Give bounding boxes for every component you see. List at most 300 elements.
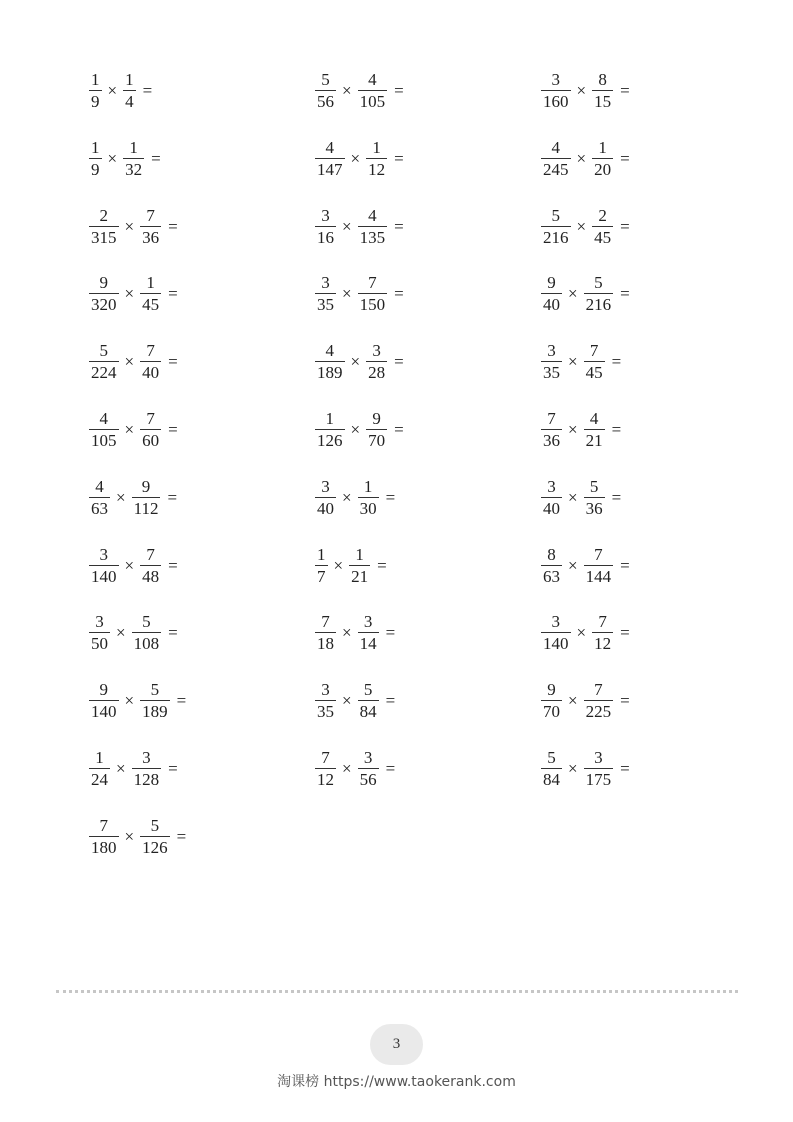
equals-sign: = [168, 352, 178, 372]
fraction [314, 613, 337, 652]
numerator: 1 [125, 70, 134, 89]
denominator: 63 [91, 498, 108, 518]
equals-sign: = [168, 759, 178, 778]
problem-item [88, 749, 178, 788]
times-sign: × [107, 81, 118, 100]
page-number-badge [370, 1024, 423, 1065]
problem-item [540, 139, 630, 178]
equals-sign: = [611, 352, 622, 372]
numerator: 5 [551, 205, 560, 225]
denominator: 189 [317, 363, 343, 383]
times-sign: × [576, 148, 587, 168]
equals-sign: = [611, 420, 622, 439]
problem-item [314, 613, 395, 652]
fraction [139, 410, 162, 449]
fraction [540, 71, 572, 110]
times-sign: × [124, 826, 135, 846]
fraction [131, 613, 163, 652]
fraction [122, 139, 145, 178]
numerator: 3 [321, 205, 330, 225]
numerator: 7 [146, 544, 155, 564]
equals-sign: = [377, 555, 387, 575]
problem-item [88, 139, 161, 178]
problem-item [314, 681, 395, 720]
equals-sign: = [176, 826, 187, 846]
equals-sign: = [620, 216, 630, 236]
fraction [314, 681, 337, 720]
fraction [88, 274, 120, 313]
fraction [357, 749, 380, 788]
fraction [583, 478, 606, 517]
times-sign: × [568, 420, 578, 439]
numerator: 7 [146, 341, 155, 361]
denominator: 15 [594, 92, 612, 111]
denominator: 108 [133, 634, 160, 654]
denominator: 84 [359, 702, 377, 722]
fraction [88, 71, 103, 110]
footer-watermark: 淘课榜 https://www.taokerank.com [277, 1074, 516, 1090]
equals-sign: = [620, 284, 630, 304]
fraction [583, 274, 615, 313]
numerator: 1 [325, 409, 334, 428]
problem-item [88, 274, 178, 313]
fraction [357, 478, 380, 517]
numerator: 7 [594, 544, 603, 564]
numerator: 4 [368, 70, 377, 89]
equals-sign: = [394, 352, 404, 372]
numerator: 7 [547, 409, 556, 428]
denominator: 28 [368, 363, 386, 383]
numerator: 7 [598, 612, 607, 632]
fraction [88, 410, 120, 449]
numerator: 3 [321, 476, 330, 496]
denominator: 35 [317, 702, 334, 722]
equals-sign: = [385, 691, 396, 711]
equals-sign: = [168, 420, 178, 439]
fraction [591, 613, 614, 652]
numerator: 3 [321, 273, 330, 293]
fraction [314, 207, 337, 246]
numerator: 3 [363, 612, 373, 632]
equals-sign: = [394, 148, 404, 168]
denominator: 45 [142, 295, 160, 315]
denominator: 56 [359, 770, 377, 789]
denominator: 50 [91, 634, 108, 654]
fraction [357, 613, 380, 652]
numerator: 3 [99, 544, 108, 564]
times-sign: × [576, 623, 587, 643]
numerator: 3 [547, 476, 556, 496]
denominator: 175 [585, 770, 612, 789]
denominator: 7 [317, 566, 326, 586]
numerator: 5 [321, 70, 330, 89]
page-number: 3 [392, 1036, 401, 1052]
problem-item [540, 410, 621, 449]
problem-item [314, 71, 404, 110]
fraction [540, 274, 563, 313]
numerator: 5 [363, 680, 373, 700]
equals-sign: = [394, 81, 404, 100]
numerator: 1 [363, 476, 373, 496]
denominator: 135 [359, 227, 386, 247]
fraction [139, 546, 162, 585]
equals-sign: = [142, 81, 153, 100]
denominator: 48 [142, 566, 160, 586]
numerator: 2 [99, 205, 108, 225]
times-sign: × [124, 420, 135, 439]
equals-sign: = [394, 284, 404, 304]
times-sign: × [350, 352, 361, 372]
denominator: 35 [317, 295, 334, 315]
problem-item [88, 410, 178, 449]
numerator: 9 [99, 273, 108, 293]
numerator: 3 [321, 680, 330, 700]
problem-item [88, 681, 186, 720]
numerator: 3 [547, 341, 556, 361]
numerator: 4 [551, 137, 560, 157]
numerator: 7 [589, 341, 599, 361]
equals-sign: = [167, 487, 178, 507]
times-sign: × [116, 623, 126, 643]
numerator: 3 [372, 341, 381, 361]
problem-item [88, 207, 178, 246]
denominator: 144 [585, 566, 612, 586]
fraction [122, 71, 137, 110]
fraction [540, 546, 563, 585]
times-sign: × [350, 420, 361, 439]
times-sign: × [568, 487, 578, 507]
fraction [591, 139, 614, 178]
problem-item [540, 342, 621, 381]
fraction [88, 139, 103, 178]
fraction [139, 274, 162, 313]
fraction [131, 749, 163, 788]
denominator: 56 [317, 92, 334, 111]
equals-sign: = [620, 691, 630, 711]
fraction [540, 749, 563, 788]
fraction [88, 342, 120, 381]
equals-sign: = [620, 759, 630, 778]
denominator: 180 [91, 837, 117, 857]
numerator: 1 [146, 273, 155, 293]
denominator: 16 [317, 227, 334, 247]
denominator: 32 [125, 159, 143, 179]
numerator: 5 [589, 476, 599, 496]
numerator: 8 [547, 544, 556, 564]
equals-sign: = [620, 623, 630, 643]
numerator: 4 [325, 137, 334, 157]
problem-item [314, 342, 404, 381]
denominator: 70 [368, 431, 386, 450]
times-sign: × [568, 352, 578, 372]
denominator: 40 [543, 295, 560, 315]
denominator: 40 [317, 498, 334, 518]
times-sign: × [568, 759, 578, 778]
fraction [88, 613, 111, 652]
fraction [314, 274, 337, 313]
problem-item [314, 410, 404, 449]
equals-sign: = [168, 623, 178, 643]
times-sign: × [116, 487, 126, 507]
denominator: 140 [543, 634, 569, 654]
denominator: 160 [543, 92, 569, 111]
problem-item [314, 478, 395, 517]
numerator: 3 [551, 70, 560, 89]
equals-sign: = [620, 555, 630, 575]
numerator: 4 [368, 205, 377, 225]
times-sign: × [568, 691, 578, 711]
denominator: 84 [543, 770, 560, 789]
denominator: 36 [543, 431, 560, 450]
denominator: 40 [543, 498, 560, 518]
fraction [365, 410, 388, 449]
numerator: 9 [99, 680, 108, 700]
denominator: 36 [142, 227, 160, 247]
fraction [314, 478, 337, 517]
problem-item [540, 71, 630, 110]
numerator: 7 [321, 748, 330, 767]
numerator: 5 [99, 341, 108, 361]
equals-sign: = [168, 216, 178, 236]
problem-item [314, 749, 395, 788]
problem-item [540, 613, 630, 652]
denominator: 105 [359, 92, 386, 111]
equals-sign: = [168, 284, 178, 304]
times-sign: × [124, 216, 135, 236]
fraction [314, 410, 346, 449]
times-sign: × [124, 555, 135, 575]
numerator: 8 [598, 70, 607, 89]
numerator: 9 [141, 476, 151, 496]
times-sign: × [116, 759, 126, 778]
fraction [583, 342, 606, 381]
problem-item [88, 817, 186, 856]
problem-item [314, 207, 404, 246]
fraction [88, 817, 120, 856]
fraction [357, 681, 380, 720]
denominator: 45 [594, 227, 612, 247]
fraction [591, 207, 614, 246]
denominator: 21 [351, 566, 369, 586]
equals-sign: = [151, 148, 161, 168]
equals-sign: = [620, 148, 630, 168]
numerator: 9 [372, 409, 381, 428]
numerator: 4 [99, 409, 108, 428]
fraction [139, 681, 171, 720]
denominator: 140 [91, 702, 117, 722]
denominator: 216 [543, 227, 569, 247]
problem-item [540, 478, 621, 517]
fraction [314, 139, 346, 178]
times-sign: × [124, 352, 135, 372]
equals-sign: = [385, 623, 396, 643]
problem-item [88, 478, 177, 517]
equals-sign: = [385, 759, 396, 778]
times-sign: × [342, 623, 352, 643]
denominator: 35 [543, 363, 560, 383]
denominator: 40 [142, 363, 160, 383]
denominator: 30 [359, 498, 377, 518]
fraction [540, 139, 572, 178]
fraction [88, 546, 120, 585]
denominator: 60 [142, 431, 160, 450]
fraction [365, 342, 388, 381]
times-sign: × [576, 216, 587, 236]
denominator: 24 [91, 770, 108, 789]
denominator: 45 [585, 363, 603, 383]
fraction [88, 478, 111, 517]
fraction [365, 139, 388, 178]
numerator: 4 [95, 476, 104, 496]
times-sign: × [107, 148, 118, 168]
problem-item [88, 546, 178, 585]
fraction [357, 274, 389, 313]
problem-item [540, 681, 630, 720]
denominator: 36 [585, 498, 603, 518]
denominator: 126 [317, 431, 343, 450]
numerator: 3 [551, 612, 560, 632]
fraction [540, 613, 572, 652]
denominator: 224 [91, 363, 117, 383]
numerator: 7 [594, 680, 603, 700]
numerator: 1 [129, 137, 138, 157]
denominator: 147 [317, 159, 343, 179]
denominator: 189 [142, 702, 168, 722]
problem-item [314, 546, 387, 585]
numerator: 5 [150, 815, 160, 835]
numerator: 1 [372, 137, 381, 157]
denominator: 70 [543, 702, 560, 722]
denominator: 9 [91, 92, 100, 111]
equals-sign: = [385, 487, 396, 507]
times-sign: × [350, 148, 361, 168]
dotted-divider [56, 990, 738, 993]
denominator: 4 [125, 92, 134, 111]
fraction [583, 681, 615, 720]
problem-item [88, 342, 178, 381]
denominator: 150 [359, 295, 386, 315]
fraction [139, 817, 171, 856]
times-sign: × [342, 487, 352, 507]
problem-item [540, 749, 630, 788]
fraction [131, 478, 162, 517]
fraction [88, 207, 120, 246]
fraction [88, 749, 111, 788]
numerator: 7 [368, 273, 377, 293]
fraction [583, 410, 606, 449]
numerator: 5 [547, 748, 556, 767]
times-sign: × [342, 284, 352, 304]
fraction [583, 546, 615, 585]
equals-sign: = [176, 691, 187, 711]
numerator: 4 [325, 341, 334, 361]
numerator: 2 [598, 205, 607, 225]
numerator: 7 [146, 409, 155, 428]
numerator: 5 [142, 612, 151, 632]
times-sign: × [342, 759, 352, 778]
denominator: 140 [91, 566, 117, 586]
times-sign: × [576, 81, 587, 100]
denominator: 216 [585, 295, 612, 315]
denominator: 112 [133, 498, 159, 518]
problem-item [540, 274, 630, 313]
fraction [139, 207, 162, 246]
problem-item [88, 71, 152, 110]
numerator: 1 [317, 544, 326, 564]
numerator: 5 [594, 273, 603, 293]
fraction [357, 207, 389, 246]
numerator: 9 [547, 680, 556, 700]
denominator: 12 [368, 159, 386, 179]
times-sign: × [333, 555, 344, 575]
fraction [314, 749, 337, 788]
numerator: 3 [95, 612, 104, 632]
problem-item [314, 274, 404, 313]
problem-item [88, 613, 178, 652]
numerator: 1 [91, 137, 100, 157]
denominator: 128 [133, 770, 160, 789]
equals-sign: = [620, 81, 630, 100]
fraction [540, 681, 563, 720]
numerator: 3 [363, 748, 373, 767]
numerator: 1 [95, 748, 104, 767]
numerator: 1 [91, 70, 100, 89]
denominator: 12 [594, 634, 612, 654]
equals-sign: = [611, 487, 622, 507]
times-sign: × [124, 284, 135, 304]
fraction [314, 546, 329, 585]
denominator: 18 [317, 634, 334, 654]
fraction [314, 342, 346, 381]
fraction [540, 342, 563, 381]
numerator: 1 [598, 137, 607, 157]
equals-sign: = [394, 420, 404, 439]
times-sign: × [342, 216, 352, 236]
fraction [540, 410, 563, 449]
numerator: 3 [142, 748, 151, 767]
fraction [583, 749, 615, 788]
times-sign: × [124, 691, 135, 711]
equals-sign: = [168, 555, 178, 575]
denominator: 225 [585, 702, 612, 722]
fraction [540, 478, 563, 517]
fraction [139, 342, 162, 381]
denominator: 105 [91, 431, 117, 450]
numerator: 3 [594, 748, 603, 767]
fraction [348, 546, 371, 585]
denominator: 126 [142, 837, 168, 857]
problem-item [540, 207, 630, 246]
problem-item [540, 546, 630, 585]
times-sign: × [342, 691, 352, 711]
times-sign: × [568, 555, 578, 575]
fraction [540, 207, 572, 246]
times-sign: × [568, 284, 578, 304]
fraction [88, 681, 120, 720]
numerator: 7 [146, 205, 155, 225]
numerator: 7 [321, 612, 330, 632]
numerator: 5 [150, 680, 160, 700]
denominator: 9 [91, 159, 100, 179]
fraction [314, 71, 337, 110]
problem-item [314, 139, 404, 178]
denominator: 14 [359, 634, 377, 654]
fraction [591, 71, 614, 110]
denominator: 245 [543, 159, 569, 179]
times-sign: × [342, 81, 352, 100]
fraction [357, 71, 389, 110]
numerator: 4 [589, 409, 599, 428]
